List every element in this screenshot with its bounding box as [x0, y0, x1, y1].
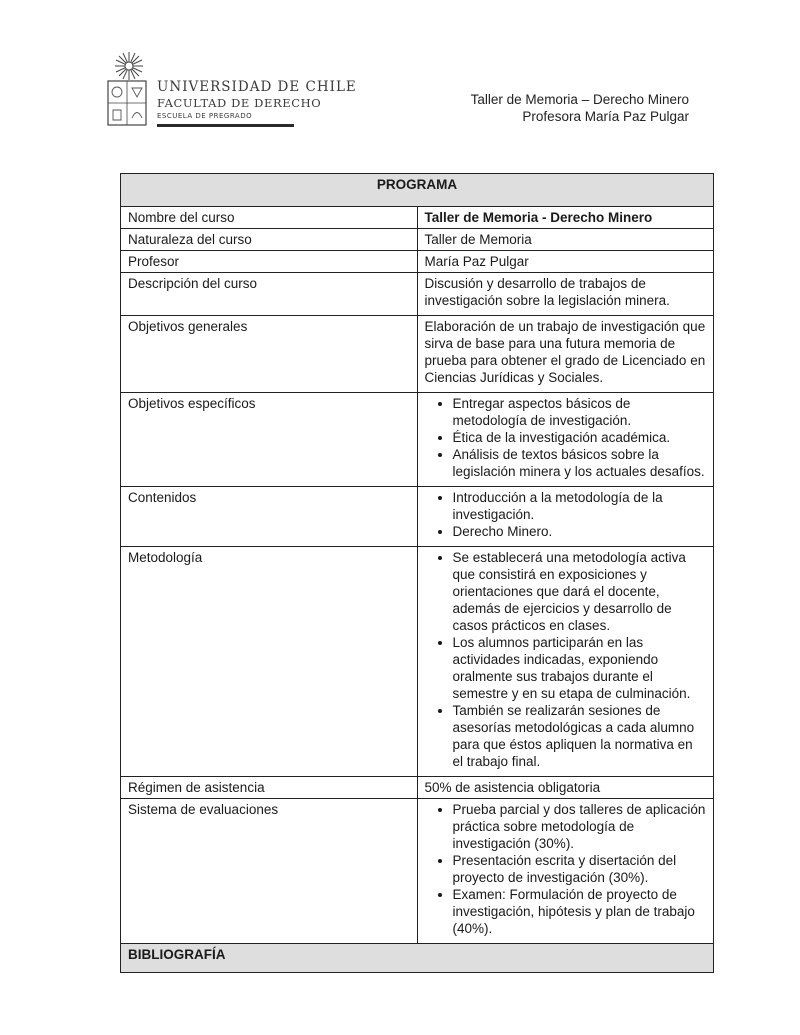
- row-label: Sistema de evaluaciones: [121, 799, 418, 944]
- description-value: Discusión y desarrollo de trabajos de investigación sobre la legislación minera.: [417, 273, 714, 316]
- row-label: Régimen de asistencia: [121, 777, 418, 799]
- program-title-row: [121, 174, 714, 207]
- table-row: [121, 316, 714, 393]
- list-item: • Entregar aspectos básicos de metodología de investigación.: [453, 395, 707, 429]
- program-table: [120, 173, 714, 973]
- table-row: [121, 547, 714, 777]
- methodology-cell: [417, 547, 714, 777]
- university-name: UNIVERSIDAD DE CHILE: [157, 79, 357, 95]
- row-label: Contenidos: [121, 487, 418, 547]
- shield-icon: [107, 80, 147, 126]
- contents-list: [425, 489, 707, 540]
- row-label: Objetivos específicos: [121, 393, 418, 487]
- row-label: Objetivos generales: [121, 316, 418, 393]
- attendance-value: 50% de asistencia obligatoria: [417, 777, 714, 799]
- program-title: PROGRAMA: [121, 174, 714, 207]
- specific-objectives-list: [425, 395, 707, 480]
- list-item: • Derecho Minero.: [453, 523, 707, 540]
- university-logo: [107, 50, 357, 130]
- faculty-name: FACULTAD DE DERECHO: [157, 96, 322, 110]
- star-emblem-icon: [111, 50, 147, 82]
- table-row: [121, 487, 714, 547]
- row-label: Metodología: [121, 547, 418, 777]
- table-row: [121, 777, 714, 799]
- list-item: • También se realizarán sesiones de asesorías metodológicas a cada alumno para que éstos apliquen la normativa en el trabajo final.: [453, 702, 707, 770]
- row-label: Nombre del curso: [121, 207, 418, 229]
- bibliography-row: [121, 944, 714, 973]
- list-item: • Análisis de textos básicos sobre la legislación minera y los actuales desafíos.: [453, 446, 707, 480]
- table-row: [121, 207, 714, 229]
- row-label: Descripción del curso: [121, 273, 418, 316]
- contents-cell: [417, 487, 714, 547]
- table-row: [121, 799, 714, 944]
- methodology-list: [425, 549, 707, 770]
- header-professor: Profesora María Paz Pulgar: [522, 109, 689, 124]
- school-name: ESCUELA DE PREGRADO: [157, 112, 253, 120]
- professor-value: María Paz Pulgar: [417, 251, 714, 273]
- table-row: [121, 273, 714, 316]
- table-row: [121, 229, 714, 251]
- list-item: • Introducción a la metodología de la investigación.: [453, 489, 707, 523]
- row-label: Naturaleza del curso: [121, 229, 418, 251]
- list-item: • Ética de la investigación académica.: [453, 429, 707, 446]
- table-row: [121, 251, 714, 273]
- list-item: • Se establecerá una metodología activa que consistirá en exposiciones y orientaciones que dará el docente, además de ejercicios y desarrollo de casos prácticos en clases.: [453, 549, 707, 634]
- evaluations-cell: [417, 799, 714, 944]
- header-course: Taller de Memoria – Derecho Minero: [470, 92, 689, 107]
- row-label: Profesor: [121, 251, 418, 273]
- general-objectives-value: Elaboración de un trabajo de investigación que sirva de base para una futura memoria de prueba para obtener el grado de Licenciado en Ciencias Jurídicas y Sociales.: [417, 316, 714, 393]
- list-item: • Prueba parcial y dos talleres de aplicación práctica sobre metodología de investigación (30%).: [453, 801, 707, 852]
- specific-objectives-cell: [417, 393, 714, 487]
- course-nature-value: Taller de Memoria: [417, 229, 714, 251]
- logo-rule: [157, 124, 294, 127]
- list-item: • Examen: Formulación de proyecto de investigación, hipótesis y plan de trabajo (40%).: [453, 886, 707, 937]
- bibliography-title: BIBLIOGRAFÍA: [121, 944, 714, 973]
- list-item: • Presentación escrita y disertación del proyecto de investigación (30%).: [453, 852, 707, 886]
- evaluations-list: [425, 801, 707, 937]
- course-name-value: Taller de Memoria - Derecho Minero: [417, 207, 714, 229]
- document-header: [471, 91, 689, 125]
- list-item: • Los alumnos participarán en las actividades indicadas, exponiendo oralmente sus trabajos durante el semestre y en su etapa de culminación.: [453, 634, 707, 702]
- table-row: [121, 393, 714, 487]
